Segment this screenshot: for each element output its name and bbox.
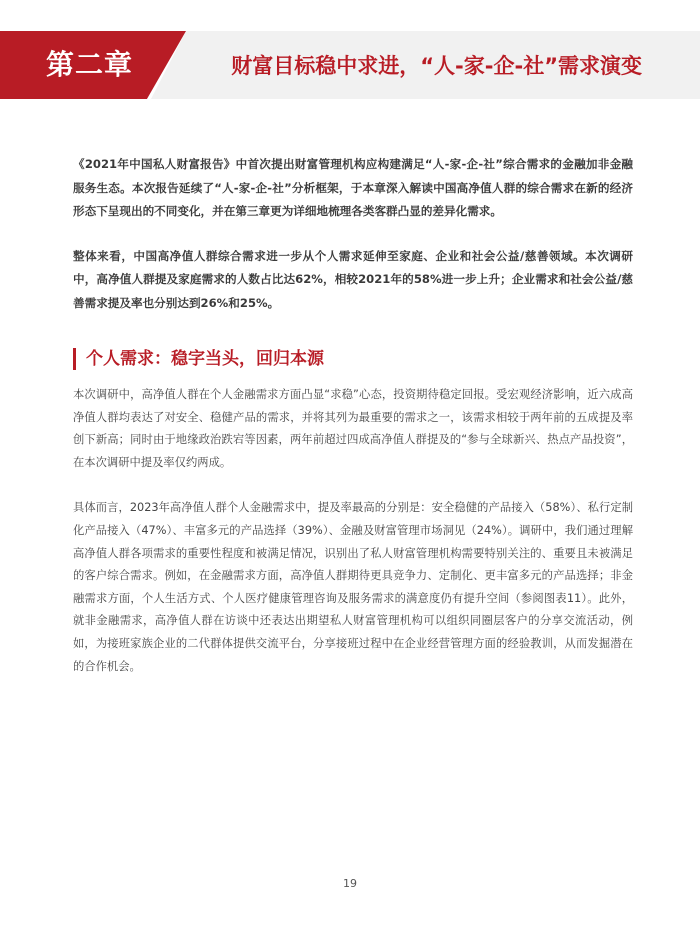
chapter-title: 财富目标稳中求进，“人-家-企-社”需求演变	[231, 54, 642, 78]
body-paragraph: 本次调研中，高净值人群在个人金融需求方面凸显“求稳”心态，投资期待稳定回报。受宏观经济影响，近六成高净值人群均表达了对安全、稳健产品的需求，并将其列为最重要的需求之一，该需求相较于两年前的五成提及率创下新高；同时由于地缘政治跌宕等因素，两年前超过四成高净值人群提及的“参与全球新兴、热点产品投资”，在本次调研中提及率仅约两成。	[73, 388, 633, 469]
intro-paragraph: 整体来看，中国高净值人群综合需求进一步从个人需求延伸至家庭、企业和社会公益/慈善领域。本次调研中，高净值人群提及家庭需求的人数占比达62%，相较2021年的58%进一步上升；企业需求和社会公益/慈善需求提及率也分别达到26%和25%。	[73, 248, 633, 310]
chapter-header	[0, 31, 700, 99]
body-paragraph: 具体而言，2023年高净值人群个人金融需求中，提及率最高的分别是：安全稳健的产品接入（58%）、私行定制化产品接入（47%）、丰富多元的产品选择（39%）、金融及财富管理市场洞见（24%）。调研中，我们通过理解高净值人群各项需求的重要性程度和被满足情况，识别出了私人财富管理机构需要特别关注的、重要且未被满足的客户综合需求。例如，在金融需求方面，高净值人群期待更具竞争力、定制化、更丰富多元的产品选择；非金融需求方面，个人生活方式、个人医疗健康管理咨询及服务需求的满意度仍有提升空间（参阅图表11）。此外，就非金融需求，高净值人群在访谈中还表达出期望私人财富管理机构可以组织同圈层客户的分享交流活动，例如，为接班家族企业的二代群体提供交流平台，分享接班过程中在企业经营管理方面的经验教训，从而发掘潜在的合作机会。	[73, 501, 633, 673]
intro-block	[73, 153, 633, 337]
section-body	[73, 384, 633, 701]
heading-accent-bar	[73, 348, 76, 370]
intro-paragraph: 《2021年中国私人财富报告》中首次提出财富管理机构应构建满足“人-家-企-社”综合需求的金融加非金融服务生态。本次报告延续了“人-家-企-社”分析框架，于本章深入解读中国高净值人群的综合需求在新的经济形态下呈现出的不同变化，并在第三章更为详细地梳理各类客群凸显的差异化需求。	[73, 157, 633, 219]
chapter-label: 第二章	[46, 48, 134, 81]
page-number: 19	[343, 877, 357, 890]
section-heading-text: 个人需求：稳字当头，回归本源	[86, 349, 324, 369]
section-heading	[73, 347, 324, 371]
